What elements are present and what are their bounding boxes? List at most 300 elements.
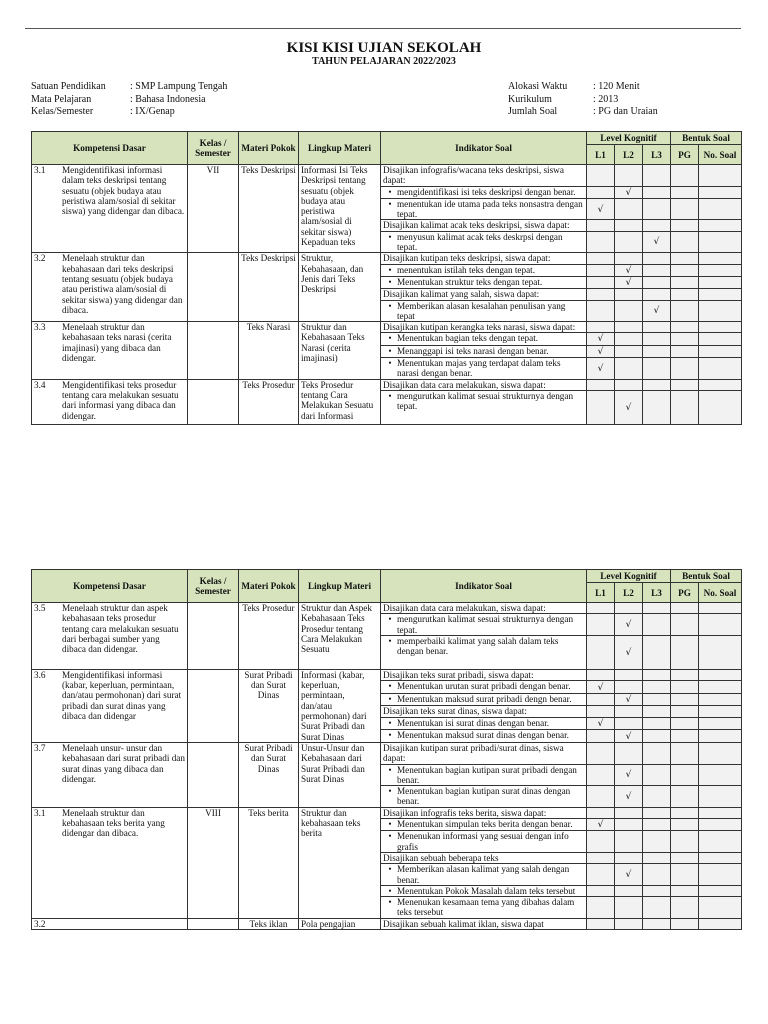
meta-left — [31, 81, 227, 119]
kd-entry — [34, 322, 185, 363]
bullet-icon: • — [388, 730, 392, 741]
bullet-icon: • — [388, 198, 392, 209]
kd-entry — [34, 165, 185, 216]
indikator-item — [381, 358, 587, 380]
kd-entry — [34, 808, 185, 839]
level-l1-cell — [587, 165, 615, 187]
level-l3-cell — [643, 231, 671, 253]
indikator-text: Menanggapi isi teks narasi dengan benar. — [397, 345, 549, 356]
level-l1-cell — [587, 198, 615, 220]
indikator-heading — [381, 603, 587, 614]
materi-cell: Surat Pribadi dan Surat Dinas — [239, 669, 299, 742]
indikator-item — [381, 693, 587, 706]
indikator-item — [381, 786, 587, 808]
kd-cell — [32, 379, 188, 424]
pg-cell — [671, 717, 699, 730]
indikator-item — [381, 231, 587, 253]
level-l1-cell — [587, 693, 615, 706]
level-l2-cell — [615, 198, 643, 220]
indikator-text: Disajikan sebuah beberapa teks — [383, 852, 499, 863]
indikator-text: Disajikan kutipan surat pribadi/surat dinas, siswa dapat: — [383, 742, 564, 764]
document-subtitle: TAHUN PELAJARAN 2022/2023 — [312, 56, 456, 67]
kelas-cell — [188, 603, 239, 670]
check-icon: √ — [625, 277, 632, 288]
level-l3-cell — [643, 358, 671, 380]
level-l2-cell — [615, 681, 643, 694]
indikator-text: Menentukan simpulan teks berita dengan benar. — [397, 819, 573, 830]
indikator-text: Disajikan kalimat acak teks deskripsi, siswa dapat: — [383, 220, 570, 231]
level-l1-cell — [587, 379, 615, 390]
table-row — [32, 322, 742, 333]
level-l3-cell — [643, 379, 671, 390]
no-soal-cell — [699, 681, 742, 694]
no-soal-cell — [699, 333, 742, 345]
level-l3-cell — [643, 681, 671, 694]
pg-cell — [671, 706, 699, 718]
level-l1-cell — [587, 390, 615, 424]
level-l3-cell — [643, 614, 671, 636]
meta-row — [508, 94, 658, 107]
level-l3-cell — [643, 764, 671, 786]
level-l2-cell — [615, 693, 643, 706]
bullet-item — [383, 614, 584, 635]
bullet-item — [383, 864, 584, 885]
level-l3-cell — [643, 742, 671, 764]
pg-cell — [671, 220, 699, 231]
indikator-item — [381, 831, 587, 853]
kelas-cell — [188, 918, 239, 929]
level-l1-cell — [587, 730, 615, 743]
bullet-item — [383, 265, 584, 275]
level-l3-cell — [643, 198, 671, 220]
level-l2-cell — [615, 706, 643, 718]
kd-cell — [32, 165, 188, 253]
level-l2-cell — [615, 717, 643, 730]
level-l2-cell — [615, 885, 643, 896]
level-l1-cell — [587, 289, 615, 300]
indikator-text: Disajikan infografis teks berita, siswa dapat: — [383, 807, 547, 818]
col-bentuk-soal: Bentuk Soal — [671, 132, 742, 145]
meta-row — [31, 81, 227, 94]
level-l3-cell — [643, 390, 671, 424]
indikator-text: Disajikan data cara melakukan, siswa dapat: — [383, 379, 546, 390]
pg-cell — [671, 345, 699, 357]
level-l3-cell — [643, 333, 671, 345]
kelas-cell — [188, 253, 239, 322]
level-l1-cell — [587, 220, 615, 231]
level-l1-cell — [587, 300, 615, 322]
header-row — [32, 132, 742, 145]
table-body — [32, 165, 742, 425]
no-soal-cell — [699, 730, 742, 743]
table-row — [32, 603, 742, 614]
col-lingkup-materi: Lingkup Materi — [299, 132, 381, 165]
pg-cell — [671, 669, 699, 681]
kd-text: Mengidentifikasi informasi dalam teks deskripsi tentang sesuatu (objek budaya atau peristiwa alam/sosial di sekitar siswa) yang didengar dan dibaca. — [62, 165, 185, 217]
table-header — [32, 132, 742, 165]
col-lingkup-materi: Lingkup Materi — [299, 570, 381, 603]
table-row — [32, 742, 742, 764]
bullet-item — [383, 301, 584, 322]
level-l1-cell — [587, 186, 615, 198]
level-l1-cell — [587, 852, 615, 863]
bullet-icon: • — [388, 864, 392, 875]
indikator-item — [381, 764, 587, 786]
bullet-item — [383, 786, 584, 807]
bullet-item — [383, 636, 584, 657]
lingkup-cell: Informasi (kabar, keperluan, permintaan, dan/atau permohonan) dari Surat Pribadi dan Surat Dinas — [299, 669, 381, 742]
level-l1-cell — [587, 322, 615, 333]
indikator-heading — [381, 165, 587, 187]
lingkup-cell: Struktur, Kebahasaan, dan Jenis dari Teks Deskripsi — [299, 253, 381, 322]
materi-cell: Teks berita — [239, 807, 299, 918]
pg-cell — [671, 852, 699, 863]
level-l1-cell — [587, 706, 615, 718]
document-title: KISI KISI UJIAN SEKOLAH — [286, 40, 482, 56]
bullet-icon: • — [388, 614, 392, 625]
bullet-item — [383, 199, 584, 220]
level-l2-cell — [615, 264, 643, 276]
level-l3-cell — [643, 897, 671, 919]
no-soal-cell — [699, 390, 742, 424]
no-soal-cell — [699, 300, 742, 322]
level-l2-cell — [615, 253, 643, 264]
no-soal-cell — [699, 198, 742, 220]
bullet-item — [383, 886, 584, 896]
no-soal-cell — [699, 819, 742, 831]
pg-cell — [671, 390, 699, 424]
col-bentuk-soal: Bentuk Soal — [671, 570, 742, 583]
table-row — [32, 379, 742, 390]
check-icon: √ — [625, 647, 632, 658]
no-soal-cell — [699, 614, 742, 636]
check-icon: √ — [625, 619, 632, 630]
col-indikator-soal: Indikator Soal — [381, 132, 587, 165]
kd-number: 3.2 — [34, 918, 46, 929]
col-pg: PG — [671, 145, 699, 165]
indikator-item — [381, 635, 587, 669]
no-soal-cell — [699, 786, 742, 808]
indikator-heading — [381, 852, 587, 863]
col-l3: L3 — [643, 583, 671, 603]
level-l2-cell — [615, 603, 643, 614]
bullet-icon: • — [388, 717, 392, 728]
meta-value: : Bahasa Indonesia — [130, 93, 206, 105]
bullet-item — [383, 819, 584, 829]
lingkup-cell: Informasi Isi Teks Deskripsi tentang sesuatu (objek budaya atau peristiwa alam/sosial di sekitar siswa) Kepaduan teks — [299, 165, 381, 253]
kd-text: Mengidentifikasi informasi (kabar, keperluan, permintaan, dan/atau permohonan) dari surat pribadi dan surat dinas yang dibaca dan didengar — [62, 669, 182, 722]
kd-text: Mengidentifikasi teks prosedur tentang cara melakukan sesuatu dari informasi yang dibaca dan didengar. — [62, 379, 179, 421]
materi-cell: Teks Narasi — [239, 322, 299, 379]
no-soal-cell — [699, 717, 742, 730]
bullet-icon: • — [388, 345, 392, 356]
table-body — [32, 603, 742, 930]
no-soal-cell — [699, 635, 742, 669]
level-l3-cell — [643, 345, 671, 357]
bullet-item — [383, 730, 584, 740]
level-l1-cell — [587, 786, 615, 808]
pg-cell — [671, 276, 699, 288]
bullet-item — [383, 694, 584, 704]
indikator-item — [381, 276, 587, 288]
level-l2-cell — [615, 379, 643, 390]
indikator-heading — [381, 807, 587, 818]
kd-number: 3.7 — [34, 742, 46, 753]
meta-label: Jumlah Soal — [508, 106, 558, 118]
no-soal-cell — [699, 764, 742, 786]
check-icon: √ — [625, 869, 632, 880]
pg-cell — [671, 730, 699, 743]
materi-cell: Teks Deskripsi — [239, 253, 299, 322]
pg-cell — [671, 231, 699, 253]
kd-text: Menelaah struktur dan kebahasaan teks narasi (cerita imajinasi) yang dibaca dan didengar. — [62, 322, 172, 364]
indikator-text: Memberikan alasan kalimat yang salah dengan benar. — [397, 864, 570, 885]
indikator-text: Menenukan informasi yang sesuai dengan info grafis — [397, 831, 569, 852]
meta-label: Kelas/Semester — [31, 106, 94, 118]
no-soal-cell — [699, 603, 742, 614]
check-icon: √ — [625, 731, 632, 742]
no-soal-cell — [699, 897, 742, 919]
indikator-heading — [381, 289, 587, 300]
level-l2-cell — [615, 730, 643, 743]
indikator-text: Disajikan teks surat pribadi, siswa dapat: — [383, 669, 534, 680]
no-soal-cell — [699, 345, 742, 357]
no-soal-cell — [699, 742, 742, 764]
bullet-icon: • — [388, 264, 392, 275]
level-l1-cell — [587, 864, 615, 886]
pg-cell — [671, 807, 699, 818]
level-l2-cell — [615, 322, 643, 333]
no-soal-cell — [699, 322, 742, 333]
indikator-text: Memberikan alasan kesalahan penulisan yang tepat — [397, 300, 566, 321]
level-l2-cell — [615, 220, 643, 231]
check-icon: √ — [597, 334, 604, 345]
level-l1-cell — [587, 742, 615, 764]
table-row — [32, 669, 742, 681]
level-l2-cell — [615, 345, 643, 357]
bullet-icon: • — [388, 786, 392, 797]
level-l1-cell — [587, 231, 615, 253]
bullet-icon: • — [388, 831, 392, 842]
pg-cell — [671, 289, 699, 300]
check-icon: √ — [625, 402, 632, 413]
level-l2-cell — [615, 276, 643, 288]
kd-text: Menelaah struktur dan kebahasaan dari teks deskripsi tentang sesuatu (objek budaya atau peristiwa alam/sosial di sekitar siswa) yang didengar dan dibaca. — [62, 253, 183, 315]
table-row — [32, 253, 742, 264]
meta-label: Mata Pelajaran — [31, 93, 92, 105]
level-l2-cell — [615, 807, 643, 818]
indikator-item — [381, 264, 587, 276]
pg-cell — [671, 742, 699, 764]
level-l2-cell — [615, 852, 643, 863]
no-soal-cell — [699, 864, 742, 886]
bullet-item — [383, 391, 584, 412]
kisi-table-1 — [31, 131, 742, 425]
indikator-text: Disajikan teks surat dinas, siswa dapat: — [383, 706, 527, 717]
no-soal-cell — [699, 693, 742, 706]
lingkup-cell: Teks Prosedur tentang Cara Melakukan Sesuatu dari Informasi — [299, 379, 381, 424]
materi-cell: Teks Prosedur — [239, 603, 299, 670]
no-soal-cell — [699, 852, 742, 863]
indikator-item — [381, 681, 587, 694]
kd-number: 3.1 — [34, 165, 46, 175]
indikator-text: memperbaiki kalimat yang salah dalam teks dengan benar. — [397, 635, 559, 657]
pg-cell — [671, 379, 699, 390]
indikator-text: Menentukan bagian kutipan surat dinas dengan benar. — [397, 786, 571, 807]
indikator-item — [381, 730, 587, 743]
pg-cell — [671, 693, 699, 706]
level-l3-cell — [643, 864, 671, 886]
level-l3-cell — [643, 819, 671, 831]
kelas-cell — [188, 379, 239, 424]
level-l1-cell — [587, 918, 615, 929]
col-l1: L1 — [587, 583, 615, 603]
no-soal-cell — [699, 379, 742, 390]
indikator-item — [381, 198, 587, 220]
kd-cell — [32, 253, 188, 322]
col-no-soal: No. Soal — [699, 145, 742, 165]
kd-text — [62, 919, 185, 929]
indikator-item — [381, 333, 587, 345]
level-l1-cell — [587, 358, 615, 380]
level-l3-cell — [643, 831, 671, 853]
level-l2-cell — [615, 819, 643, 831]
no-soal-cell — [699, 358, 742, 380]
materi-cell: Teks Deskripsi — [239, 165, 299, 253]
pg-cell — [671, 764, 699, 786]
level-l2-cell — [615, 390, 643, 424]
indikator-text: Disajikan kalimat yang salah, siswa dapat: — [383, 289, 540, 300]
kd-cell — [32, 807, 188, 918]
indikator-text: Menentukan bagian kutipan surat pribadi dengan benar. — [397, 764, 577, 785]
no-soal-cell — [699, 289, 742, 300]
col-kompetensi-dasar: Kompetensi Dasar — [32, 570, 188, 603]
level-l3-cell — [643, 807, 671, 818]
indikator-text: Disajikan infografis/wacana teks deskripsi, siswa dapat: — [383, 165, 564, 186]
level-l1-cell — [587, 276, 615, 288]
meta-row — [31, 106, 227, 119]
col-indikator-soal: Indikator Soal — [381, 570, 587, 603]
kelas-cell — [188, 322, 239, 379]
kd-cell — [32, 322, 188, 379]
level-l3-cell — [643, 253, 671, 264]
meta-value: : PG dan Uraian — [593, 106, 658, 118]
level-l1-cell — [587, 717, 615, 730]
col-level-kognitif: Level Kognitif — [587, 132, 671, 145]
level-l2-cell — [615, 669, 643, 681]
lingkup-cell: Unsur-Unsur dan Kebahasaan dari Surat Pribadi dan Surat Dinas — [299, 742, 381, 807]
level-l2-cell — [615, 897, 643, 919]
col-materi-pokok: Materi Pokok — [239, 570, 299, 603]
indikator-text: Menentukan Pokok Masalah dalam teks tersebut — [397, 885, 576, 896]
col-level-kognitif: Level Kognitif — [587, 570, 671, 583]
meta-row — [508, 106, 658, 119]
level-l3-cell — [643, 669, 671, 681]
bullet-icon: • — [388, 764, 392, 775]
no-soal-cell — [699, 276, 742, 288]
check-icon: √ — [625, 187, 632, 198]
level-l1-cell — [587, 681, 615, 694]
indikator-text: Menentukan isi surat dinas dengan benar. — [397, 717, 550, 728]
kd-entry — [34, 919, 185, 929]
bullet-item — [383, 681, 584, 691]
no-soal-cell — [699, 220, 742, 231]
no-soal-cell — [699, 918, 742, 929]
level-l2-cell — [615, 289, 643, 300]
check-icon: √ — [597, 719, 604, 730]
level-l2-cell — [615, 300, 643, 322]
indikator-heading — [381, 918, 587, 929]
pg-cell — [671, 614, 699, 636]
level-l3-cell — [643, 730, 671, 743]
level-l3-cell — [643, 918, 671, 929]
check-icon: √ — [597, 204, 604, 215]
kelas-cell — [188, 669, 239, 742]
bullet-icon: • — [388, 333, 392, 344]
meta-label: Kurikulum — [508, 93, 552, 105]
indikator-item — [381, 300, 587, 322]
level-l3-cell — [643, 264, 671, 276]
indikator-text: Menentukan struktur teks dengan tepat. — [397, 276, 543, 287]
header-row — [32, 570, 742, 583]
indikator-heading — [381, 706, 587, 718]
bullet-item — [383, 831, 584, 852]
level-l2-cell — [615, 786, 643, 808]
kd-cell — [32, 669, 188, 742]
bullet-item — [383, 765, 584, 786]
col-l2: L2 — [615, 145, 643, 165]
check-icon: √ — [653, 306, 660, 317]
level-l2-cell — [615, 918, 643, 929]
pg-cell — [671, 918, 699, 929]
pg-cell — [671, 897, 699, 919]
kd-number: 3.2 — [34, 253, 46, 264]
pg-cell — [671, 603, 699, 614]
kd-text: Menelaah struktur dan aspek kebahasaan teks prosedur tentang cara melakukan sesuatu dari berbagai sumber yang dibaca dan didengar. — [62, 603, 179, 655]
kd-entry — [34, 603, 185, 654]
indikator-item — [381, 897, 587, 919]
level-l1-cell — [587, 807, 615, 818]
bullet-item — [383, 277, 584, 287]
level-l3-cell — [643, 717, 671, 730]
no-soal-cell — [699, 669, 742, 681]
pg-cell — [671, 300, 699, 322]
level-l3-cell — [643, 220, 671, 231]
materi-cell: Teks iklan — [239, 918, 299, 929]
pg-cell — [671, 165, 699, 187]
kd-cell — [32, 918, 188, 929]
kisi-table-2 — [31, 569, 742, 930]
bullet-icon: • — [388, 897, 392, 908]
indikator-heading — [381, 669, 587, 681]
level-l2-cell — [615, 333, 643, 345]
bullet-item — [383, 187, 584, 197]
pg-cell — [671, 322, 699, 333]
level-l3-cell — [643, 885, 671, 896]
indikator-item — [381, 885, 587, 896]
check-icon: √ — [625, 791, 632, 802]
no-soal-cell — [699, 885, 742, 896]
indikator-text: Menentukan bagian teks dengan tepat. — [397, 333, 539, 344]
bullet-icon: • — [388, 885, 392, 896]
indikator-text: Menentukan majas yang terdapat dalam teks narasi dengan benar. — [397, 358, 561, 379]
indikator-text: Menentukan urutan surat pribadi dengan benar. — [397, 681, 571, 692]
no-soal-cell — [699, 706, 742, 718]
indikator-text: Menentukan maksud surat dinas dengan benar. — [397, 730, 569, 741]
level-l1-cell — [587, 885, 615, 896]
col-l2: L2 — [615, 583, 643, 603]
pg-cell — [671, 253, 699, 264]
